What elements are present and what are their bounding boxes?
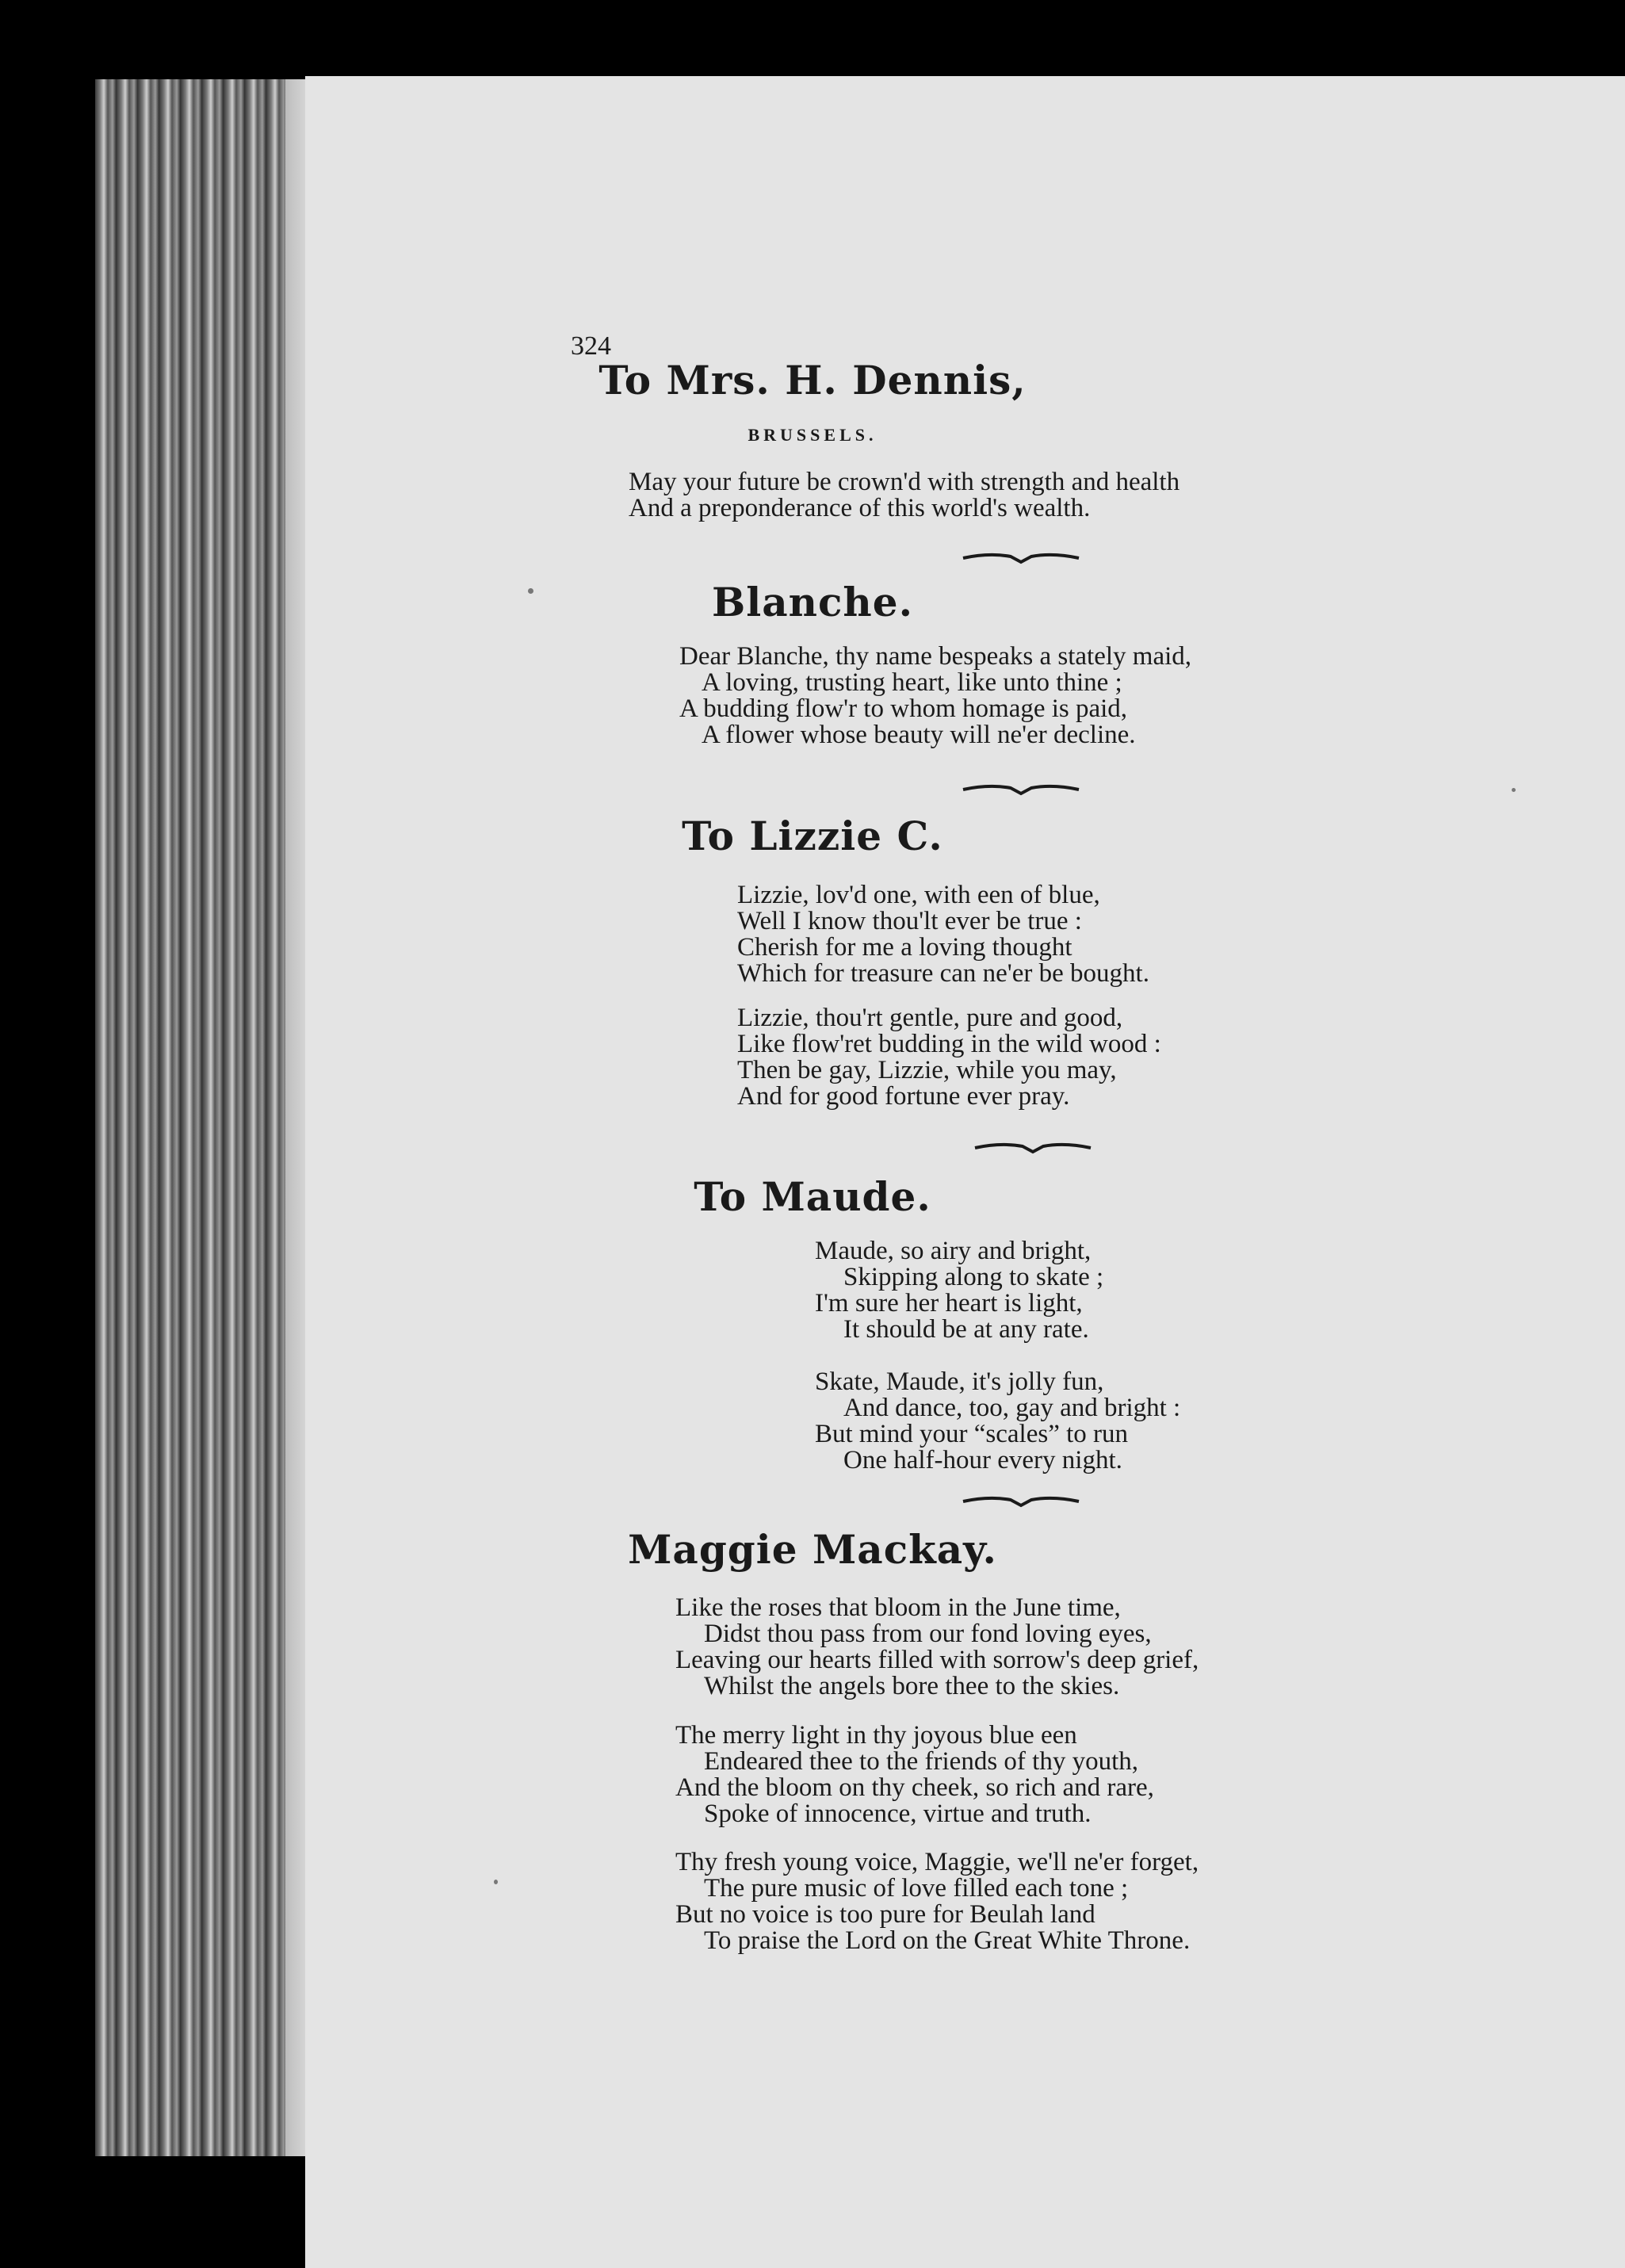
poem-title-maggie: Maggie Mackay. [628, 1526, 997, 1573]
verse-line: Didst thou pass from our fond loving eyes, [704, 1620, 1152, 1648]
verse-line: A budding flow'r to whom homage is paid, [679, 694, 1128, 723]
verse-line: And for good fortune ever pray. [737, 1082, 1070, 1111]
stanza [629, 469, 1180, 522]
stanza [675, 1723, 1154, 1827]
verse-line: Maude, so airy and bright, [815, 1237, 1092, 1265]
verse-line: Cherish for me a loving thought [737, 933, 1072, 962]
page-number: 324 [571, 331, 611, 361]
poem-subtitle-place: BRUSSELS. [748, 425, 878, 445]
section-divider-ornament [962, 1495, 1080, 1508]
verse-line: Lizzie, thou'rt gentle, pure and good, [737, 1004, 1123, 1032]
verse-line: May your future be crown'd with strength and health [629, 468, 1180, 496]
verse-line: A flower whose beauty will ne'er decline. [702, 721, 1136, 749]
verse-line: But no voice is too pure for Beulah land [675, 1900, 1095, 1929]
verse-line: Then be gay, Lizzie, while you may, [737, 1056, 1117, 1084]
verse-line: Spoke of innocence, virtue and truth. [704, 1799, 1092, 1828]
verse-line: One half-hour every night. [843, 1446, 1122, 1474]
poem-title-dennis: To Mrs. H. Dennis, [598, 357, 1027, 403]
verse-line: Skipping along to skate ; [843, 1263, 1104, 1291]
poem-title-lizzie: To Lizzie C. [682, 813, 943, 859]
verse-line: Well I know thou'lt ever be true : [737, 907, 1082, 935]
stanza [679, 644, 1191, 748]
verse-line: Like flow'ret budding in the wild wood : [737, 1030, 1161, 1058]
verse-line: Thy fresh young voice, Maggie, we'll ne'er forget, [675, 1848, 1199, 1876]
verse-line: Like the roses that bloom in the June time, [675, 1593, 1121, 1622]
stanza [737, 882, 1149, 987]
paper-speck [494, 1880, 498, 1884]
verse-line: Dear Blanche, thy name bespeaks a stately maid, [679, 642, 1192, 671]
verse-line: To praise the Lord on the Great White Throne. [704, 1926, 1191, 1955]
verse-line: And a preponderance of this world's wealth. [629, 494, 1091, 522]
verse-line: Which for treasure can ne'er be bought. [737, 959, 1149, 988]
section-divider-ornament [973, 1142, 1092, 1154]
verse-line: Lizzie, lov'd one, with een of blue, [737, 881, 1100, 909]
stanza [815, 1238, 1103, 1343]
poem-title-blanche: Blanche. [711, 579, 914, 625]
stanza [737, 1005, 1161, 1110]
stanza [815, 1369, 1180, 1474]
stanza [675, 1849, 1199, 1954]
verse-line: Endeared thee to the friends of thy youth, [704, 1747, 1138, 1776]
paper-speck [1512, 788, 1516, 792]
verse-line: The merry light in thy joyous blue een [675, 1721, 1077, 1750]
verse-line: And the bloom on thy cheek, so rich and rare, [675, 1773, 1154, 1802]
verse-line: And dance, too, gay and bright : [843, 1394, 1181, 1422]
verse-line: Skate, Maude, it's jolly fun, [815, 1367, 1104, 1396]
verse-line: A loving, trusting heart, like unto thine ; [702, 668, 1122, 697]
verse-line: Whilst the angels bore thee to the skies. [704, 1672, 1120, 1700]
verse-line: Leaving our hearts filled with sorrow's deep grief, [675, 1646, 1199, 1674]
poem-title-maude: To Maude. [694, 1173, 931, 1220]
section-divider-ornament [962, 552, 1080, 564]
stanza [675, 1595, 1199, 1700]
verse-line: But mind your “scales” to run [815, 1420, 1129, 1448]
verse-line: I'm sure her heart is light, [815, 1289, 1083, 1318]
verse-line: The pure music of love filled each tone ; [704, 1874, 1129, 1903]
section-divider-ornament [962, 783, 1080, 796]
verse-line: It should be at any rate. [843, 1315, 1089, 1344]
